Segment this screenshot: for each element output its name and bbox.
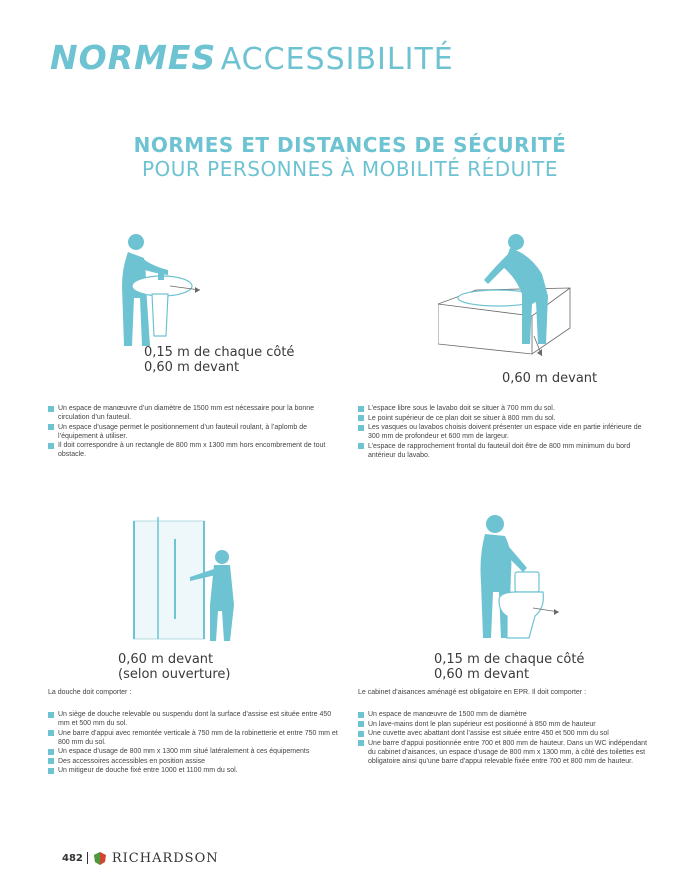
bath-person-head bbox=[508, 234, 524, 250]
bath-distance: 0,60 m devant bbox=[502, 371, 598, 386]
shower-person-head bbox=[215, 550, 229, 564]
list-item: Une barre d’appui positionnée entre 700 et 800 mm de hauteur. Dans un WC indépendant du cabinet d’aisances, un espace d’usage de 800 mm x 1300 mm, à côté des toilettes est obligatoire ainsi qu’une barre d’appui relevable fixée entre 700 et 800 mm de hauteur. bbox=[358, 739, 648, 766]
list-item: Un espace d’usage permet le positionnement d’un fauteuil roulant, à l’aplomb de l’équipement à utiliser. bbox=[48, 423, 338, 441]
shower-grab-bar bbox=[174, 539, 176, 619]
list-item: Des accessoires accessibles en position assise bbox=[48, 757, 340, 766]
list-item: Un siège de douche relevable ou suspendu dont la surface d’assise est située entre 450 mm et 500 mm du sol. bbox=[48, 710, 340, 728]
sink-person-head bbox=[128, 234, 144, 250]
wc-distance-front: 0,60 m devant bbox=[434, 667, 530, 682]
shower-distance-front: 0,60 m devant bbox=[118, 652, 214, 667]
shower-illustration bbox=[130, 515, 240, 645]
list-item: Il doit correspondre à un rectangle de 800 mm x 1300 mm hors encombrement de tout obstacle. bbox=[48, 441, 338, 459]
list-item: L’espace libre sous le lavabo doit se situer à 700 mm du sol. bbox=[358, 404, 648, 413]
wc-illustration bbox=[455, 512, 565, 642]
sink-bullets bbox=[48, 404, 338, 460]
page-number: 482 bbox=[62, 852, 83, 864]
header-thin: ACCESSIBILITÉ bbox=[220, 42, 454, 77]
section-title: NORMES ET DISTANCES DE SÉCURITÉ bbox=[133, 133, 567, 157]
shower-distance bbox=[118, 652, 230, 682]
list-item: Un espace de manœuvre de 1500 mm de diamètre bbox=[358, 710, 648, 719]
list-item: Un espace d’usage de 800 mm x 1300 mm situé latéralement à ces équipements bbox=[48, 747, 340, 756]
sink-illustration bbox=[100, 228, 220, 348]
list-item: L’espace de rapprochement frontal du fauteuil doit être de 800 mm minimum du bord antérieur du lavabo. bbox=[358, 442, 648, 460]
list-item: Un lave-mains dont le plan supérieur est positionné à 850 mm de hauteur bbox=[358, 720, 648, 729]
shower-bullets bbox=[48, 710, 340, 776]
header-bold: NORMES bbox=[50, 38, 217, 77]
list-item: Une barre d’appui avec remontée verticale à 750 mm de la robinetterie et entre 750 mm et 800 mm du sol. bbox=[48, 729, 340, 747]
sink-tap bbox=[158, 272, 164, 280]
wc-person-head bbox=[486, 515, 504, 533]
list-item: Un espace de manœuvre d’un diamètre de 1500 mm est nécessaire pour la bonne circulation d’un fauteuil. bbox=[48, 404, 338, 422]
shower-person-body bbox=[210, 565, 234, 641]
richardson-logo-icon bbox=[92, 850, 108, 866]
list-item: Une cuvette avec abattant dont l’assise est située entre 450 et 500 mm du sol bbox=[358, 729, 648, 738]
list-item: Le point supérieur de ce plan doit se situer à 800 mm du sol. bbox=[358, 414, 648, 423]
sink-distance-front: 0,60 m devant bbox=[144, 360, 240, 375]
page-header bbox=[50, 38, 454, 77]
brand-name: RICHARDSON bbox=[111, 850, 219, 866]
sink-pedestal bbox=[152, 294, 168, 336]
section-subtitle: POUR PERSONNES À MOBILITÉ RÉDUITE bbox=[141, 157, 559, 181]
bath-illustration bbox=[438, 232, 578, 362]
sink-distance-sides: 0,15 m de chaque côté bbox=[144, 345, 295, 360]
list-item: Un mitigeur de douche fixé entre 1000 et 1100 mm du sol. bbox=[48, 766, 340, 775]
wc-distance-sides: 0,15 m de chaque côté bbox=[434, 652, 585, 667]
wc-tank bbox=[515, 572, 539, 592]
page-footer bbox=[62, 850, 219, 866]
shower-distance-note: (selon ouverture) bbox=[118, 667, 231, 682]
shower-intro: La douche doit comporter : bbox=[48, 689, 132, 696]
wc-bullets bbox=[358, 710, 648, 766]
sink-distance bbox=[144, 345, 294, 375]
footer-divider bbox=[87, 852, 88, 864]
wc-distance bbox=[434, 652, 584, 682]
wc-intro: Le cabinet d’aisances aménagé est obligatoire en EPR. Il doit comporter : bbox=[358, 689, 587, 696]
bath-bullets bbox=[358, 404, 648, 460]
list-item: Les vasques ou lavabos choisis doivent présenter un espace vide en partie inférieure de 300 mm de profondeur et 600 mm de largeur. bbox=[358, 423, 648, 441]
